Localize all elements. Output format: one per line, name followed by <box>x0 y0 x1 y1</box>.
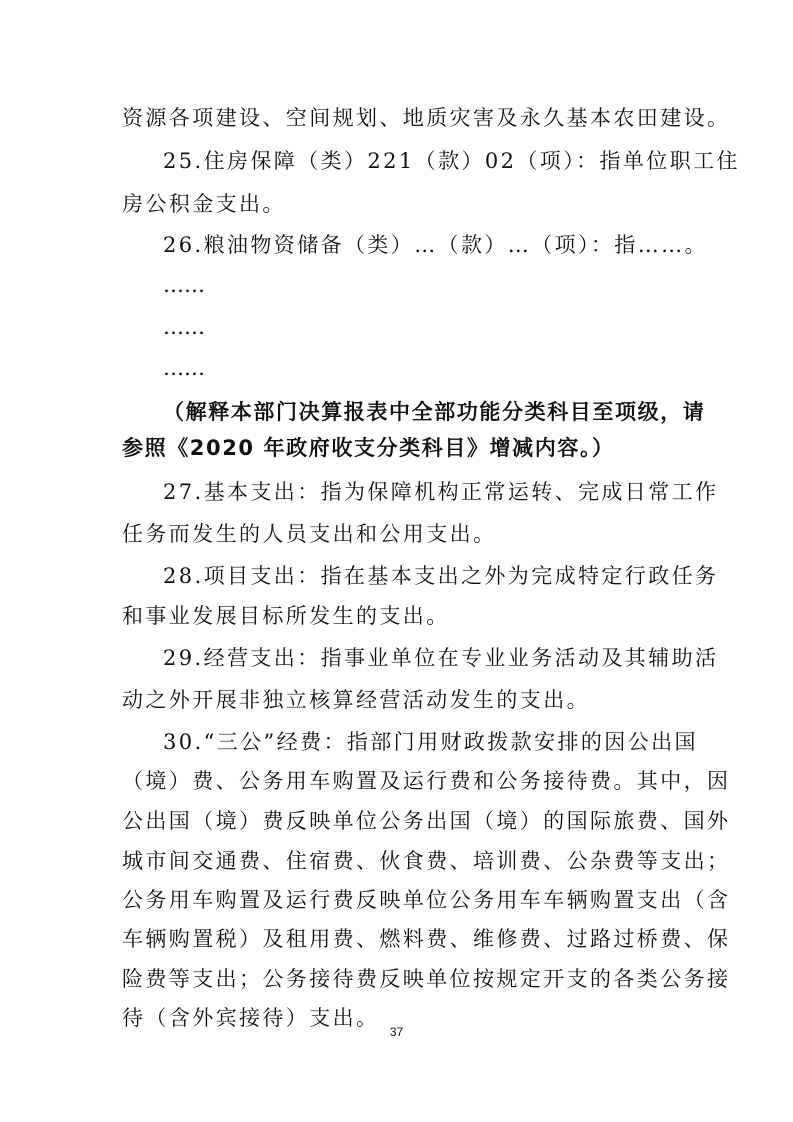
text-line: 城市间交通费、住宿费、伙食费、培训费、公杂费等支出； <box>122 849 731 873</box>
text-line: 待（含外宾接待）支出。 <box>122 1006 380 1030</box>
page-number: 37 <box>389 1025 404 1039</box>
text-line: 险费等支出；公务接待费反映单位按规定开支的各类公务接 <box>122 967 731 991</box>
bold-note-line: （解释本部门决算报表中全部功能分类科目至项级，请 <box>163 400 706 424</box>
text-line: 资源各项建设、空间规划、地质灾害及永久基本农田建设。 <box>122 106 731 130</box>
text-line: 车辆购置税）及租用费、燃料费、维修费、过路过桥费、保 <box>122 927 731 951</box>
text-line: 任务而发生的人员支出和公用支出。 <box>122 522 497 546</box>
text-line: 公务用车购置及运行费反映单位公务用车车辆购置支出（含 <box>122 888 731 912</box>
text-line: 和事业发展目标所发生的支出。 <box>122 604 450 628</box>
text-line: 30.“三公”经费：指部门用财政拨款安排的因公出国 <box>163 730 698 754</box>
ellipsis-line: …… <box>163 356 205 380</box>
text-line: 25.住房保障（类）221（款）02（项）：指单位职工住 <box>163 149 740 173</box>
text-line: 公出国（境）费反映单位公务出国（境）的国际旅费、国外 <box>122 809 731 833</box>
text-line: （境）费、公务用车购置及运行费和公务接待费。其中，因 <box>122 769 731 793</box>
bold-note-line: 参照《2020 年政府收支分类科目》增减内容。） <box>122 436 615 460</box>
text-line: 29.经营支出：指事业单位在专业业务活动及其辅助活 <box>163 646 719 670</box>
ellipsis-line: …… <box>163 273 205 297</box>
text-line: 28.项目支出：指在基本支出之外为完成特定行政任务 <box>163 564 719 588</box>
text-line: 房公积金支出。 <box>122 192 286 216</box>
text-line: 26.粮油物资储备（类）…（款）…（项）：指……。 <box>163 233 708 257</box>
text-line: 动之外开展非独立核算经营活动发生的支出。 <box>122 688 590 712</box>
ellipsis-line: …… <box>163 315 205 339</box>
text-line: 27.基本支出：指为保障机构正常运转、完成日常工作 <box>163 480 719 504</box>
